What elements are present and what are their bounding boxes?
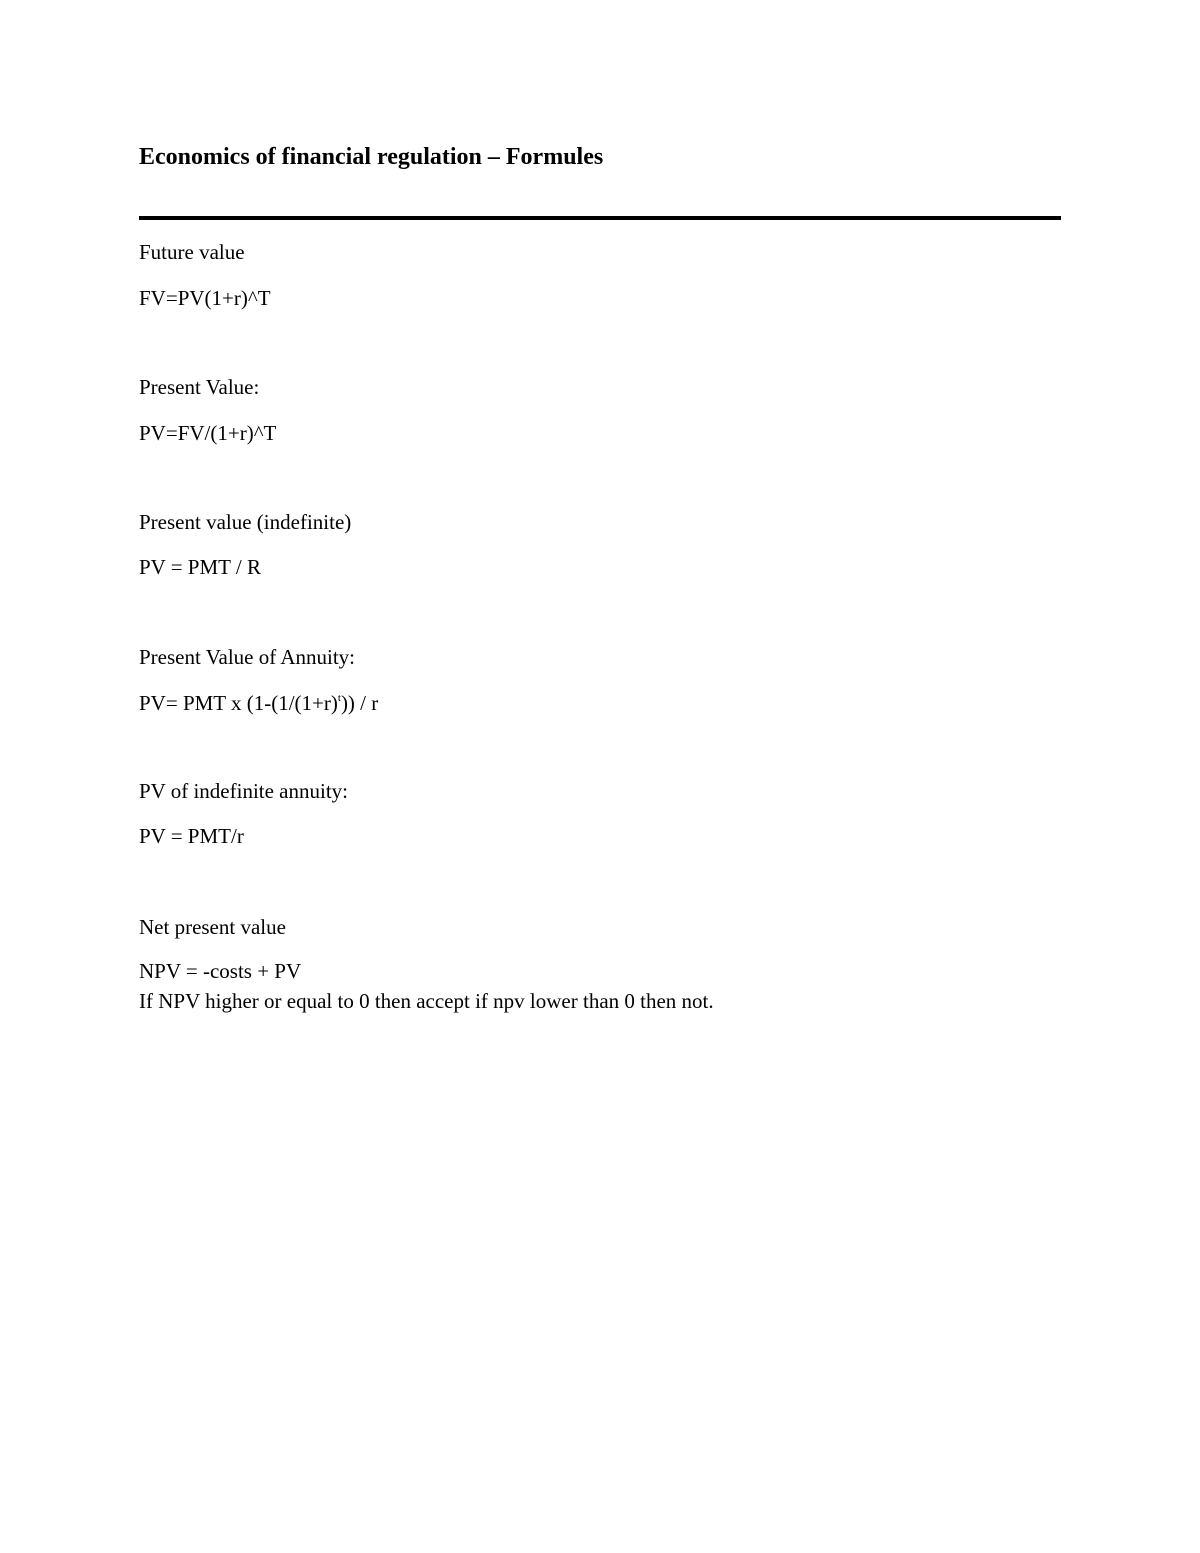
annuity-formula: [139, 689, 378, 717]
annuity-formula-exponent: t: [337, 692, 341, 704]
present-value-formula: PV=FV/(1+r)^T: [139, 421, 277, 445]
document-title: Economics of financial regulation – Formules: [139, 144, 604, 170]
net-present-value-rule: If NPV higher or equal to 0 then accept if npv lower than 0 then not.: [139, 989, 714, 1013]
indefinite-annuity-formula: PV = PMT/r: [139, 824, 244, 848]
net-present-value-heading: Net present value: [139, 915, 286, 939]
future-value-heading: Future value: [139, 240, 245, 264]
annuity-formula-end: )) / r: [340, 691, 379, 715]
net-present-value-formula: NPV = -costs + PV: [139, 959, 302, 983]
indefinite-annuity-heading: PV of indefinite annuity:: [139, 779, 349, 803]
annuity-formula-start: PV= PMT x (1-(1/(1+r): [139, 691, 338, 715]
future-value-formula: FV=PV(1+r)^T: [139, 286, 271, 310]
annuity-heading: Present Value of Annuity:: [139, 645, 356, 669]
present-value-heading: Present Value:: [139, 375, 260, 399]
title-divider: [139, 216, 1061, 220]
present-value-indefinite-formula: PV = PMT / R: [139, 555, 261, 579]
present-value-indefinite-heading: Present value (indefinite): [139, 510, 352, 534]
